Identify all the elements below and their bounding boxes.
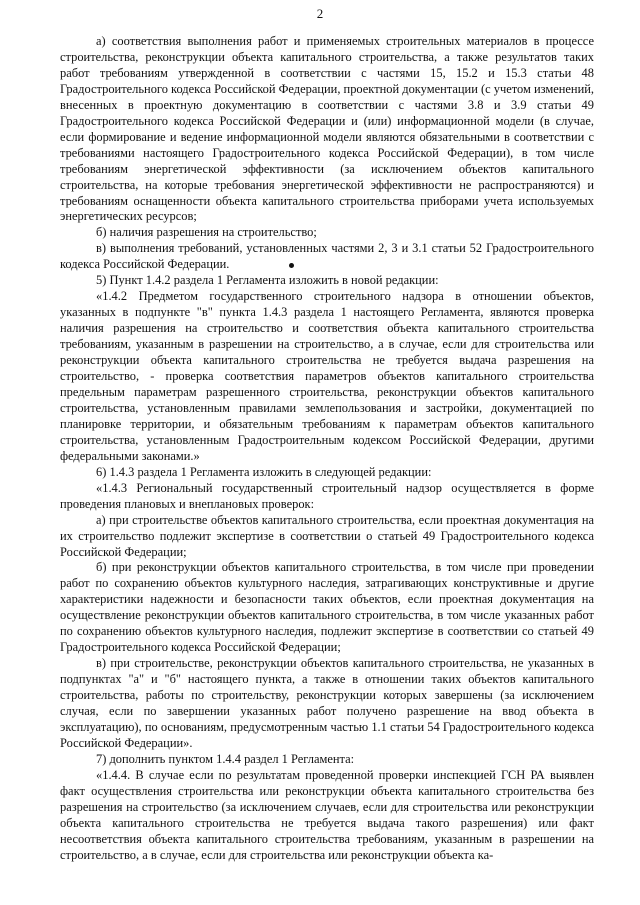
- paragraph-1-4-3-a: а) при строительстве объектов капитального строительства, если проектная документация на их строительство подлежит экспертизе в соответствии о статьей 49 Градостроительного кодекса Российской Федерации;: [60, 512, 594, 559]
- paragraph-item-6: 6) 1.4.3 раздела 1 Регламента изложить в следующей редакции:: [96, 464, 432, 479]
- paragraph-1-4-3-c: в) при строительстве, реконструкции объектов капитального строительства, не указанных в подпунктах "а" и "б" настоящего пункта, а также в отношении таких объектов капитального строительства, работы по строительству, реконструкции которых завершены (за исключением случая, если по завершении указанных работ получено разрешение на ввод объекта в эксплуатацию), по основаниям, предусмотренным частью 1.1 статьи 54 Градостроительного кодекса Российской Федерации».: [60, 656, 594, 750]
- paragraph-1-4-3: «1.4.3 Региональный государственный строительный надзор осуществляется в форме проведения плановых и внеплановых проверок:: [60, 480, 594, 511]
- paragraph-a-compliance: а) соответствия выполнения работ и применяемых строительных материалов в процессе строительства, реконструкции объекта капитального строительства, а также результатов таких работ требованиям утвержденной в соответствии с частями 15, 15.2 и 15.3 статьи 48 Градостроительного кодекса Российской Федерации, проектной документации (с учетом изменений, внесенных в проектную документацию в соответствии с частями 3.8 и 3.9 статьи 49 Градостроительного кодекса Российской Федерации и (или) информационной модели (в случае, если формирование и ведение информационной модели являются обязательными в соответствии с требованиями настоящего Градостроительного кодекса Российской Федерации), в том числе требованиям энергетической эффективности (за исключением объектов капитального строительства, на которые требования энергетической эффективности не распространяются) и требованиям оснащенности объекта капитального строительства приборами учета используемых энергетических ресурсов;: [60, 34, 595, 224]
- paragraph-1-4-3-b: б) при реконструкции объектов капитального строительства, в том числе при проведении работ по сохранению объектов культурного наследия, затрагивающих конструктивные и другие характеристики надежности и безопасности таких объектов, если проектная документация на осуществление реконструкции объектов капитального строительства, в том числе указанных работ по сохранению объектов культурного наследия, подлежит экспертизе в соответствии со статьей 49 Градостроительного кодекса Российской Федерации;: [60, 560, 594, 655]
- paragraph-b-permit: б) наличия разрешения на строительство;: [96, 225, 317, 240]
- document-body: [60, 34, 594, 864]
- scan-dot-mark: [289, 263, 294, 268]
- paragraph-1-4-4: «1.4.4. В случае если по результатам проведенной проверки инспекцией ГСН РА выявлен факт осуществления строительства или реконструкции объекта капитального строительства без разрешения на строительство (за исключением случаев, если для строительства или реконструкции объекта капитального строительства не требуется выдача такого разрешения) или факт несоответствия объекта капитального строительства требованиям, указанным в разрешении на строительство, а в случае, если для строительства или реконструкции объекта ка-: [60, 767, 594, 862]
- paragraph-item-5: 5) Пункт 1.4.2 раздела 1 Регламента изложить в новой редакции:: [96, 273, 439, 288]
- paragraph-c-requirements: в) выполнения требований, установленных частями 2, 3 и 3.1 статьи 52 Градостроительного кодекса Российской Федерации.: [60, 241, 594, 272]
- paragraph-c-requirements-wrap: [60, 241, 594, 273]
- paragraph-item-7: 7) дополнить пунктом 1.4.4 раздел 1 Регламента:: [96, 751, 355, 766]
- paragraph-1-4-2: «1.4.2 Предметом государственного строительного надзора в отношении объектов, указанных в подпункте "в" пункта 1.4.3 раздела 1 настоящего Регламента, являются проверка наличия разрешения на строительство и соответствия объекта капитального строительства требованиям, указанным в разрешении на строительство, а в случае, если для строительства или реконструкции объекта капитального строительства не требуется выдача разрешения на строительство, - проверка соответствия параметров объектов капитального строительства предельным параметрам разрешенного строительства, реконструкции объектов капитального строительства, установленным правилами землепользования и застройки, документацией по планировке территории, и обязательным требованиям к параметрам объектов капитального строительства, установленным Градостроительным кодексом Российской Федерации, другими федеральными законами.»: [60, 289, 594, 463]
- page-number: 2: [316, 6, 324, 21]
